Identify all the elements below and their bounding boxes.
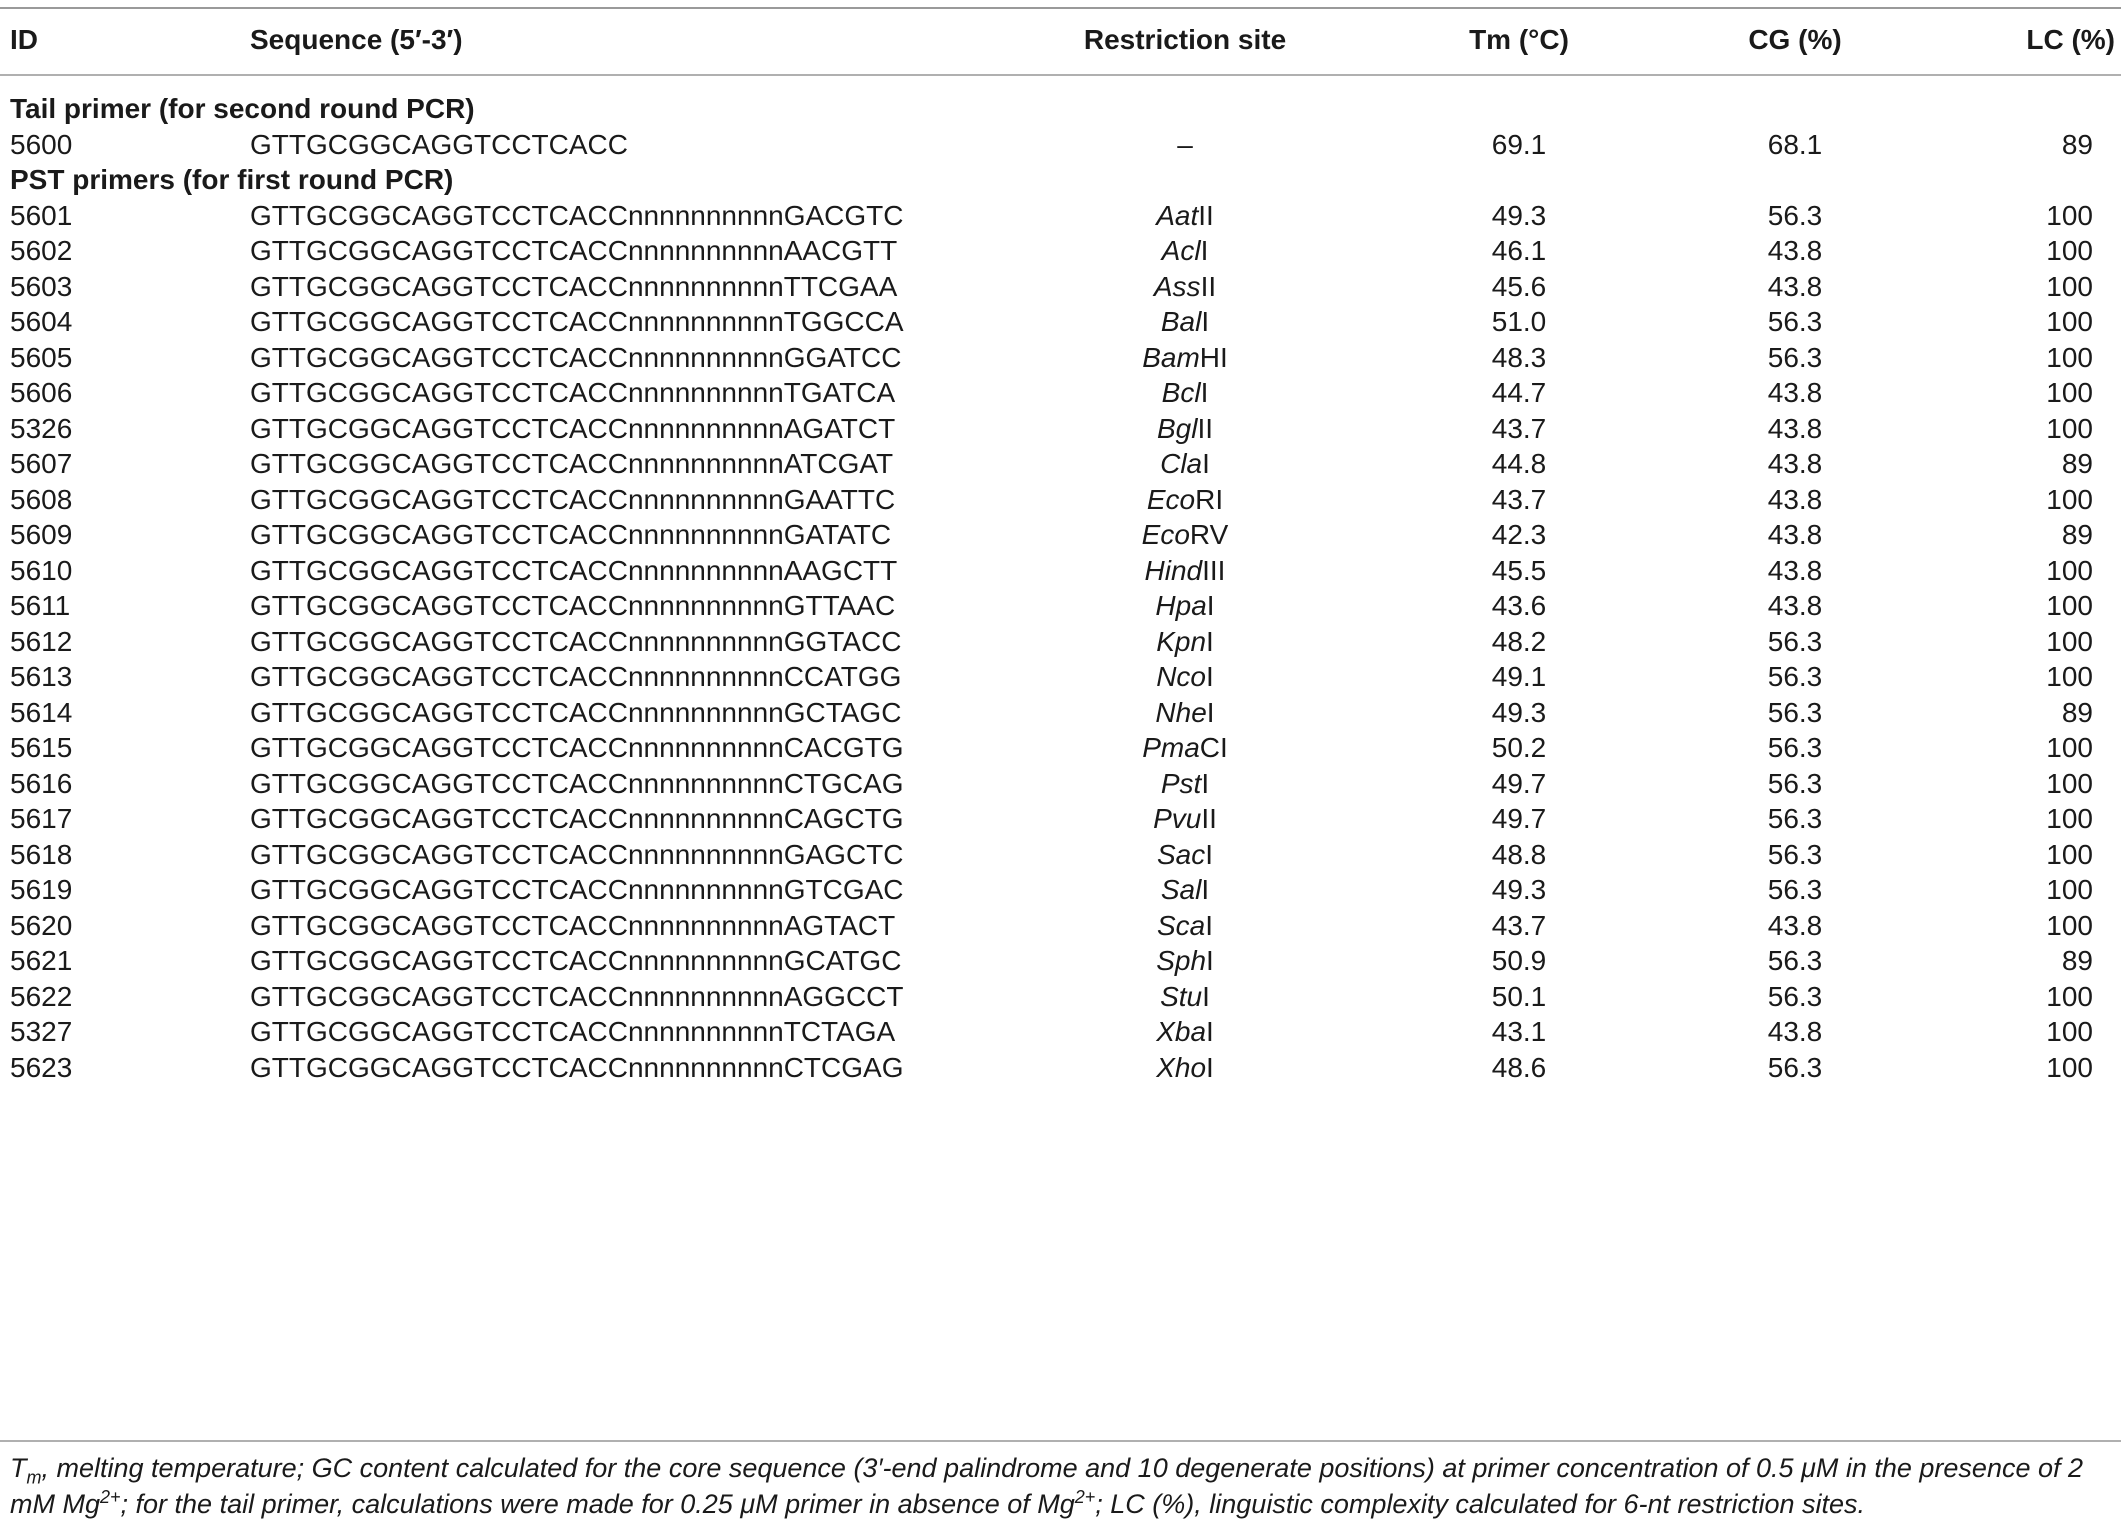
primer-sequence: GTTGCGGCAGGTCCTCACCnnnnnnnnnnCTCGAG (250, 1051, 904, 1083)
tm-value: 50.1 (1491, 980, 1547, 1012)
primer-id: 5613 (10, 661, 73, 692)
primer-sequence: GTTGCGGCAGGTCCTCACCnnnnnnnnnnCTGCAG (250, 767, 904, 799)
primer-id: 5619 (10, 874, 73, 905)
cg-value: 56.3 (1767, 980, 1823, 1012)
primer-sequence: GTTGCGGCAGGTCCTCACCnnnnnnnnnnGGTACC (250, 625, 902, 657)
cg-value: 43.8 (1767, 590, 1823, 621)
section-title: Tail primer (for second round PCR) (10, 93, 475, 124)
header-row (0, 16, 2121, 64)
header-tm: Tm (°C) (1469, 24, 1569, 55)
primer-id: 5607 (10, 448, 73, 479)
primer-sequence: GTTGCGGCAGGTCCTCACCnnnnnnnnnnAGTACT (250, 909, 896, 941)
restriction-site-genus: Nco (1156, 661, 1207, 692)
restriction-site-suffix: RV (1189, 519, 1229, 550)
restriction-site-genus: Pma (1142, 732, 1200, 763)
lc-value: 89 (2061, 945, 2093, 976)
primer-sequence: GTTGCGGCAGGTCCTCACCnnnnnnnnnnATCGAT (250, 448, 894, 479)
restriction-site-suffix: I (1202, 448, 1210, 479)
cg-value: 43.8 (1767, 909, 1823, 941)
lc-value: 100 (2046, 661, 2093, 692)
primer-id: 5604 (10, 306, 73, 337)
lc-value: 100 (2046, 625, 2093, 657)
restriction-site-genus: Sca (1156, 909, 1206, 941)
restriction-site-genus: Ass (1153, 270, 1201, 302)
tm-value: 43.7 (1491, 412, 1547, 444)
lc-value: 100 (2046, 732, 2093, 763)
lc-value: 100 (2046, 270, 2093, 302)
lc-value: 100 (2046, 554, 2093, 586)
lc-value: 100 (2046, 412, 2093, 444)
tm-value: 48.6 (1491, 1051, 1547, 1083)
restriction-site-suffix: I (1200, 235, 1209, 266)
restriction-site-suffix: CI (1199, 732, 1228, 763)
primer-id: 5327 (10, 1016, 73, 1047)
primer-sequence: GTTGCGGCAGGTCCTCACCnnnnnnnnnnCCATGG (250, 661, 902, 692)
footnote-t: T (10, 1453, 27, 1483)
restriction-site-suffix: III (1202, 554, 1226, 586)
cg-value: 43.8 (1767, 519, 1823, 550)
restriction-site-suffix: I (1206, 1051, 1214, 1083)
primer-sequence: GTTGCGGCAGGTCCTCACCnnnnnnnnnnGAGCTC (250, 838, 904, 870)
tm-value: 43.7 (1491, 909, 1547, 941)
tm-value: 44.7 (1491, 377, 1547, 408)
primer-id: 5620 (10, 909, 73, 941)
restriction-site-suffix: II (1198, 199, 1214, 231)
restriction-site-suffix: I (1205, 909, 1214, 941)
tm-value: 49.7 (1491, 767, 1547, 799)
restriction-site-genus: Sal (1160, 874, 1202, 905)
header-lc: LC (%) (2026, 24, 2115, 55)
lc-value: 100 (2046, 590, 2093, 621)
cg-value: 43.8 (1767, 483, 1823, 515)
cg-value: 43.8 (1767, 377, 1823, 408)
cg-value: 56.3 (1767, 767, 1823, 799)
primer-id: 5616 (10, 767, 73, 799)
primer-sequence: GTTGCGGCAGGTCCTCACCnnnnnnnnnnGAATTC (250, 483, 896, 515)
lc-value: 89 (2061, 128, 2093, 160)
table-footnote (10, 1450, 2110, 1522)
primer-id: 5623 (10, 1051, 73, 1083)
header-id: ID (10, 24, 38, 55)
restriction-site-genus: Bgl (1156, 412, 1198, 444)
primer-sequence: GTTGCGGCAGGTCCTCACCnnnnnnnnnnAGGCCT (250, 980, 904, 1012)
cg-value: 56.3 (1767, 199, 1823, 231)
primer-sequence: GTTGCGGCAGGTCCTCACCnnnnnnnnnnAACGTT (250, 235, 898, 266)
primer-id: 5614 (10, 696, 73, 728)
tm-value: 45.5 (1491, 554, 1547, 586)
restriction-site-suffix: I (1206, 945, 1214, 976)
primer-sequence: GTTGCGGCAGGTCCTCACCnnnnnnnnnnTTCGAA (250, 270, 898, 302)
primer-id: 5602 (10, 235, 73, 266)
primer-sequence: GTTGCGGCAGGTCCTCACCnnnnnnnnnnAGATCT (250, 412, 896, 444)
section-title: PST primers (for first round PCR) (10, 164, 454, 195)
cg-value: 68.1 (1767, 128, 1823, 160)
lc-value: 89 (2061, 696, 2093, 728)
primer-id: 5605 (10, 341, 73, 373)
restriction-site-suffix: II (1201, 803, 1217, 834)
footnote-part-2: ; for the tail primer, calculations were made for 0.25 μM primer in absence of Mg (120, 1489, 1075, 1519)
footnote-t-subscript: m (26, 1467, 42, 1488)
tm-value: 49.1 (1491, 661, 1547, 692)
restriction-site-suffix: I (1206, 1016, 1214, 1047)
restriction-site-suffix: I (1201, 306, 1210, 337)
primer-id: 5326 (10, 412, 73, 444)
tm-value: 48.2 (1491, 625, 1547, 657)
restriction-site-genus: Stu (1160, 980, 1203, 1012)
lc-value: 89 (2061, 519, 2093, 550)
tm-value: 50.9 (1491, 945, 1547, 976)
tm-value: 43.7 (1491, 483, 1547, 515)
cg-value: 56.3 (1767, 838, 1823, 870)
primer-id: 5606 (10, 377, 73, 408)
primer-sequence: GTTGCGGCAGGTCCTCACCnnnnnnnnnnGCATGC (250, 945, 902, 976)
lc-value: 100 (2046, 199, 2093, 231)
lc-value: 100 (2046, 1051, 2093, 1083)
primer-id: 5610 (10, 554, 73, 586)
tm-value: 48.3 (1491, 341, 1547, 373)
primer-sequence: GTTGCGGCAGGTCCTCACC (250, 128, 628, 160)
primer-sequence: GTTGCGGCAGGTCCTCACCnnnnnnnnnnTGGCCA (250, 306, 904, 337)
tm-value: 50.2 (1491, 732, 1547, 763)
restriction-site-genus: Bam (1142, 341, 1200, 373)
restriction-site (1156, 1044, 1214, 1092)
restriction-site-suffix: I (1206, 625, 1214, 657)
restriction-site-genus: Hpa (1155, 590, 1207, 621)
cg-value: 56.3 (1767, 306, 1823, 337)
lc-value: 100 (2046, 803, 2093, 834)
cg-value: 56.3 (1767, 696, 1823, 728)
primer-id: 5615 (10, 732, 73, 763)
lc-value: 100 (2046, 341, 2093, 373)
restriction-site-genus: Eco (1141, 519, 1190, 550)
tm-value: 48.8 (1491, 838, 1547, 870)
restriction-site-genus: Sph (1156, 945, 1207, 976)
tm-value: 69.1 (1491, 128, 1547, 160)
restriction-site-genus: Acl (1161, 235, 1201, 266)
lc-value: 100 (2046, 980, 2093, 1012)
header-sequence: Sequence (5′-3′) (250, 24, 463, 55)
restriction-site-suffix: I (1205, 838, 1214, 870)
restriction-site-suffix: I (1206, 696, 1215, 728)
primer-sequence: GTTGCGGCAGGTCCTCACCnnnnnnnnnnCACGTG (250, 732, 904, 763)
cg-value: 43.8 (1767, 1016, 1823, 1047)
cg-value: 56.3 (1767, 341, 1823, 373)
primer-sequence: GTTGCGGCAGGTCCTCACCnnnnnnnnnnGACGTC (250, 199, 904, 231)
tm-value: 42.3 (1491, 519, 1547, 550)
lc-value: 89 (2061, 448, 2093, 479)
restriction-site-genus: Xho (1156, 1051, 1207, 1083)
tm-value: 45.6 (1491, 270, 1547, 302)
cg-value: 56.3 (1767, 874, 1823, 905)
primer-sequence: GTTGCGGCAGGTCCTCACCnnnnnnnnnnAAGCTT (250, 554, 898, 586)
footnote-part-1: , melting temperature; GC content calculated for the core sequence (3′-end palindrome and 10 degenerate positions) at primer concentration of 0.5 μM in the presence of 2 mM Mg (10, 1453, 2084, 1519)
primer-sequence: GTTGCGGCAGGTCCTCACCnnnnnnnnnnGGATCC (250, 341, 902, 373)
restriction-site-suffix: I (1202, 980, 1210, 1012)
primer-sequence: GTTGCGGCAGGTCCTCACCnnnnnnnnnnGATATC (250, 519, 892, 550)
cg-value: 56.3 (1767, 661, 1823, 692)
restriction-site-suffix: I (1206, 590, 1215, 621)
primer-sequence: GTTGCGGCAGGTCCTCACCnnnnnnnnnnGTTAAC (250, 590, 896, 621)
lc-value: 100 (2046, 909, 2093, 941)
lc-value: 100 (2046, 483, 2093, 515)
restriction-site-suffix: I (1201, 874, 1210, 905)
tm-value: 49.3 (1491, 199, 1547, 231)
restriction-site-genus: Pst (1160, 767, 1202, 799)
lc-value: 100 (2046, 306, 2093, 337)
cg-value: 43.8 (1767, 235, 1823, 266)
primer-id: 5621 (10, 945, 73, 976)
restriction-site-genus: Eco (1146, 483, 1196, 515)
restriction-site-suffix: II (1197, 412, 1214, 444)
primer-id: 5600 (10, 128, 73, 160)
primer-sequence: GTTGCGGCAGGTCCTCACCnnnnnnnnnnCAGCTG (250, 803, 904, 834)
cg-value: 56.3 (1767, 625, 1823, 657)
primer-id: 5612 (10, 625, 73, 657)
cg-value: 43.8 (1767, 554, 1823, 586)
top-rule (0, 7, 2121, 9)
footnote-superscript-1: 2+ (100, 1487, 121, 1507)
primer-id: 5622 (10, 980, 73, 1012)
tm-value: 46.1 (1491, 235, 1547, 266)
footnote-superscript-2: 2+ (1074, 1487, 1096, 1507)
tm-value: 43.6 (1491, 590, 1547, 621)
restriction-site-genus: Nhe (1155, 696, 1207, 728)
lc-value: 100 (2046, 874, 2093, 905)
restriction-site-genus: Aat (1156, 199, 1199, 231)
lc-value: 100 (2046, 767, 2093, 799)
restriction-site-genus: Xba (1156, 1016, 1207, 1047)
tm-value: 44.8 (1491, 448, 1547, 479)
tm-value: 43.1 (1491, 1016, 1547, 1047)
primer-sequence: GTTGCGGCAGGTCCTCACCnnnnnnnnnnGCTAGC (250, 696, 902, 728)
header-rule (0, 74, 2121, 76)
primer-id: 5618 (10, 838, 73, 870)
restriction-site-genus: Kpn (1156, 625, 1207, 657)
restriction-site-suffix: II (1200, 270, 1217, 302)
primer-id: 5608 (10, 483, 73, 515)
primer-sequence: GTTGCGGCAGGTCCTCACCnnnnnnnnnnTCTAGA (250, 1016, 896, 1047)
restriction-site-suffix: I (1206, 661, 1214, 692)
lc-value: 100 (2046, 1016, 2093, 1047)
restriction-site-genus: Pvu (1153, 803, 1202, 834)
primer-sequence: GTTGCGGCAGGTCCTCACCnnnnnnnnnnTGATCA (250, 377, 896, 408)
cg-value: 43.8 (1767, 412, 1823, 444)
cg-value: 43.8 (1767, 448, 1823, 479)
primer-sequence: GTTGCGGCAGGTCCTCACCnnnnnnnnnnGTCGAC (250, 874, 904, 905)
restriction-site-suffix: I (1201, 767, 1210, 799)
primer-id: 5611 (10, 590, 71, 621)
restriction-site-genus: Cla (1160, 448, 1203, 479)
lc-value: 100 (2046, 838, 2093, 870)
restriction-site-genus: Hind (1144, 554, 1203, 586)
primer-id: 5603 (10, 270, 73, 302)
cg-value: 56.3 (1767, 945, 1823, 976)
restriction-site-genus: Bal (1160, 306, 1202, 337)
restriction-site-genus: Sac (1156, 838, 1206, 870)
tm-value: 49.3 (1491, 874, 1547, 905)
header-restriction-site: Restriction site (1083, 24, 1287, 55)
tm-value: 51.0 (1491, 306, 1547, 337)
header-cg: CG (%) (1748, 24, 1842, 55)
table-row (0, 1044, 2121, 1092)
cg-value: 43.8 (1767, 270, 1823, 302)
restriction-site-genus: Bcl (1161, 377, 1201, 408)
cg-value: 56.3 (1767, 732, 1823, 763)
tm-value: 49.7 (1491, 803, 1547, 834)
primer-id: 5601 (10, 199, 73, 231)
restriction-site-suffix: RI (1195, 483, 1224, 515)
cg-value: 56.3 (1767, 1051, 1823, 1083)
lc-value: 100 (2046, 377, 2093, 408)
bottom-rule (0, 1440, 2121, 1442)
primer-id: 5609 (10, 519, 73, 550)
primer-id: 5617 (10, 803, 73, 834)
lc-value: 100 (2046, 235, 2093, 266)
footnote-part-3: ; LC (%), linguistic complexity calculated for 6-nt restriction sites. (1095, 1489, 1866, 1519)
cg-value: 56.3 (1767, 803, 1823, 834)
restriction-site-suffix: – (1177, 128, 1193, 160)
tm-value: 49.3 (1491, 696, 1547, 728)
restriction-site-suffix: HI (1199, 341, 1228, 373)
restriction-site-suffix: I (1200, 377, 1209, 408)
